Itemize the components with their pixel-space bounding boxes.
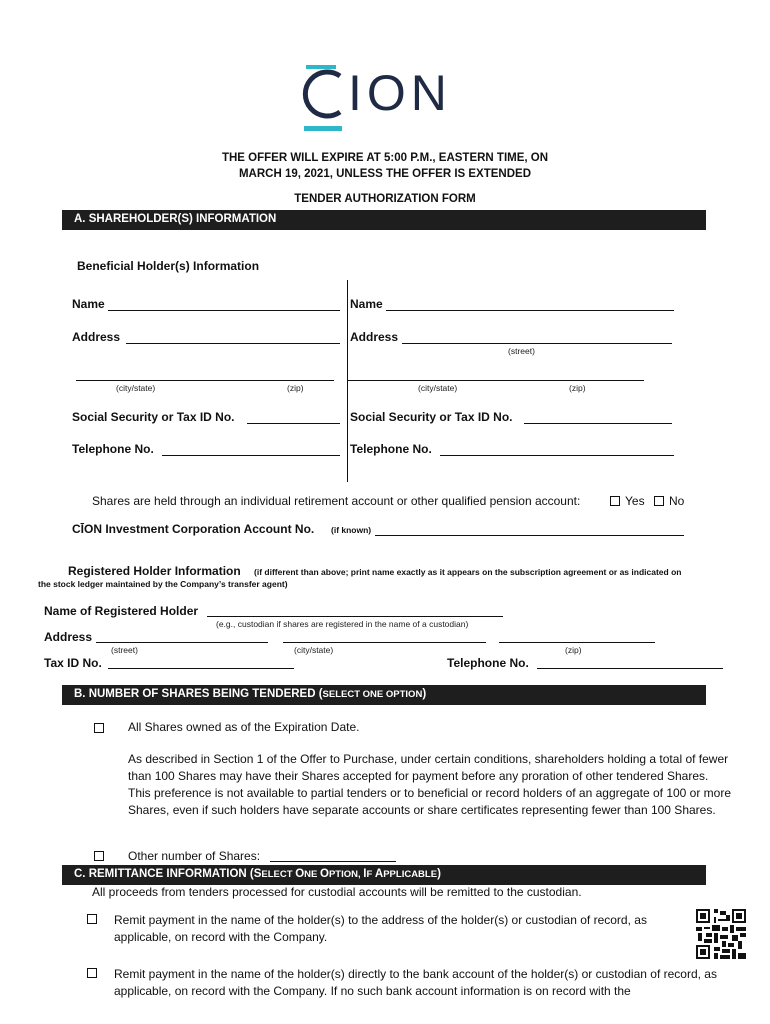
- registered-name-label: Name of Registered Holder: [44, 604, 199, 618]
- reg-city-field[interactable]: [283, 642, 486, 643]
- city-state-caption-left: (city/state): [116, 383, 156, 393]
- tax-id-field[interactable]: [108, 668, 294, 669]
- reg-zip-field[interactable]: [499, 642, 655, 643]
- name-field-left[interactable]: [108, 310, 340, 311]
- section-c-title-part: F: [366, 869, 375, 880]
- name-label-right: Name: [350, 297, 383, 311]
- odd-lot-paragraph: As described in Section 1 of the Offer to Purchase, under certain conditions, shareholders holding a total of fewer than 100 Shares may have their Shares accepted for payment before any proration of other tendered Shares. This preference is not available to partial tenders or to beneficial or record holders of an aggregate of 100 or more Shares, even if such holders have separate accounts or share certificates representing fewer than 100 Shares.: [128, 752, 732, 817]
- all-shares-checkbox[interactable]: [94, 723, 104, 733]
- reg-address-label: Address: [44, 630, 93, 644]
- ira-no-checkbox[interactable]: [654, 496, 664, 506]
- other-shares-checkbox[interactable]: [94, 851, 104, 861]
- remit-address-checkbox[interactable]: [87, 914, 97, 924]
- remit-bank-checkbox[interactable]: [87, 968, 97, 978]
- ssn-label-right: Social Security or Tax ID No.: [350, 410, 513, 424]
- reg-city-caption: (city/state): [294, 645, 334, 655]
- section-b-title-small: SELECT ONE OPTION: [322, 689, 423, 700]
- ssn-label-left: Social Security or Tax ID No.: [72, 410, 235, 424]
- telephone-field-right[interactable]: [440, 455, 674, 456]
- reg-telephone-field[interactable]: [537, 668, 723, 669]
- other-shares-field[interactable]: [270, 861, 396, 862]
- custodian-caption: (e.g., custodian if shares are registered in the name of a custodian): [216, 619, 469, 629]
- ira-yes-label: Yes: [625, 494, 645, 508]
- registered-note-1: (if different than above; print name exactly as it appears on the subscription agreement or as indicated on: [254, 567, 682, 577]
- registered-heading: Registered Holder Information: [68, 564, 241, 578]
- ira-yes-checkbox[interactable]: [610, 496, 620, 506]
- telephone-label-right: Telephone No.: [350, 442, 432, 456]
- street-caption-right: (street): [508, 346, 535, 356]
- zip-caption-left: (zip): [287, 383, 304, 393]
- reg-telephone-label: Telephone No.: [447, 656, 529, 670]
- section-b-header: [62, 685, 706, 705]
- section-c-title-part: I: [363, 868, 367, 880]
- address-field-right[interactable]: [402, 343, 672, 344]
- other-shares-label: Other number of Shares:: [128, 849, 261, 863]
- section-c-title-part: NE: [304, 869, 320, 880]
- reg-street-caption: (street): [111, 645, 138, 655]
- ssn-field-right[interactable]: [524, 423, 672, 424]
- registered-note-2: the stock ledger maintained by the Company’s transfer agent): [38, 579, 288, 589]
- ira-no-label: No: [669, 494, 685, 508]
- account-field[interactable]: [375, 535, 684, 536]
- city-zip-field-right[interactable]: [348, 380, 644, 381]
- zip-caption-right: (zip): [569, 383, 586, 393]
- section-c-title-part: ELECT: [261, 869, 296, 880]
- address-label-right: Address: [350, 330, 399, 344]
- ira-question: Shares are held through an individual retirement account or other qualified pension account:: [92, 494, 581, 508]
- address-field-left[interactable]: [126, 343, 340, 344]
- section-c-title-part: O: [295, 868, 305, 880]
- ssn-field-left[interactable]: [247, 423, 340, 424]
- telephone-field-left[interactable]: [162, 455, 340, 456]
- section-c-title-part: A: [374, 868, 384, 880]
- expiry-line-2: MARCH 19, 2021, UNLESS THE OFFER IS EXTENDED: [238, 168, 532, 180]
- qr-code-icon: [696, 909, 746, 959]
- name-field-right[interactable]: [386, 310, 674, 311]
- reg-street-field[interactable]: [96, 642, 268, 643]
- section-c-title-part: O: [319, 868, 329, 880]
- section-c-title-part: PTION,: [328, 869, 364, 880]
- remit-address-label: Remit payment in the name of the holder(s) to the address of the holder(s) or custodian of record, as applicable, on record with the Company.: [114, 913, 647, 944]
- cion-logo: [300, 62, 470, 136]
- registered-name-field[interactable]: [207, 616, 503, 617]
- city-zip-field-left[interactable]: [76, 380, 334, 381]
- reg-zip-caption: (zip): [565, 645, 582, 655]
- account-label: CĪON Investment Corporation Account No.: [72, 522, 315, 536]
- section-b-title-end: ): [422, 688, 427, 700]
- section-c-header: [62, 865, 706, 885]
- address-label-left: Address: [72, 330, 121, 344]
- section-a-header: A. SHAREHOLDER(S) INFORMATION: [62, 210, 706, 230]
- form-title: TENDER AUTHORIZATION FORM: [294, 193, 476, 205]
- city-state-caption-right: (city/state): [418, 383, 458, 393]
- telephone-label-left: Telephone No.: [72, 442, 154, 456]
- column-divider: [347, 280, 348, 482]
- section-b-title: B. NUMBER OF SHARES BEING TENDERED (: [74, 688, 323, 700]
- beneficial-heading: Beneficial Holder(s) Information: [77, 259, 260, 273]
- remit-bank-label: Remit payment in the name of the holder(s) directly to the bank account of the holder(s) or custodian of record, as applicable, on record with the Company. If no such bank account information is on record with the: [114, 967, 717, 998]
- tax-id-label: Tax ID No.: [44, 656, 102, 670]
- name-label-left: Name: [72, 297, 105, 311]
- expiry-line-1: THE OFFER WILL EXPIRE AT 5:00 P.M., EASTERN TIME, ON: [221, 152, 549, 164]
- section-c-title-part: PPLICABLE: [383, 869, 438, 880]
- section-c-title-part: ): [437, 868, 441, 880]
- logo-text: ION: [348, 65, 452, 121]
- account-hint: (if known): [331, 525, 372, 535]
- remittance-intro: All proceeds from tenders processed for custodial accounts will be remitted to the custodian.: [92, 885, 582, 899]
- all-shares-label: All Shares owned as of the Expiration Date.: [128, 720, 360, 734]
- section-c-title: C. REMITTANCE INFORMATION (S: [74, 868, 262, 880]
